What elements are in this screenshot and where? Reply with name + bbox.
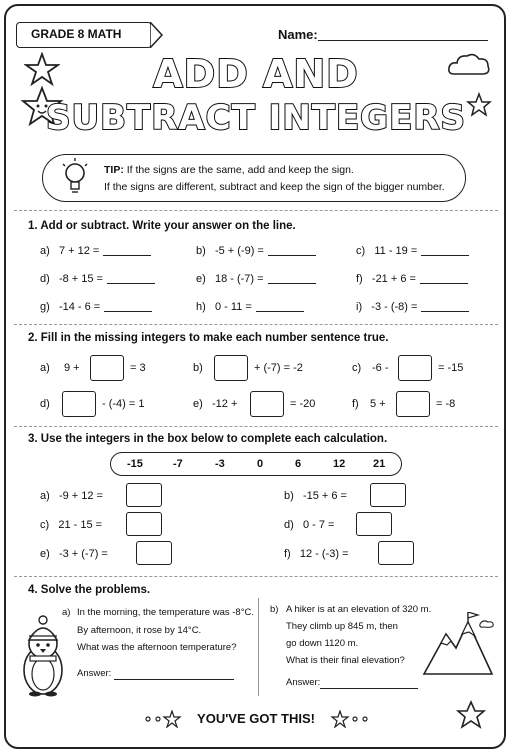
problem-1d — [40, 273, 155, 285]
problem-1g — [40, 301, 152, 313]
penguin-icon — [18, 614, 68, 698]
problem-2f-pre: 5 + — [370, 398, 386, 410]
problem-1c — [356, 245, 469, 257]
problem-2e-pre: -12 + — [212, 398, 238, 410]
section-4-heading: 4. Solve the problems. — [28, 584, 151, 596]
item-label: g) — [40, 301, 50, 313]
problem-2c-label: c) — [352, 362, 362, 374]
item-label: f) — [284, 548, 291, 560]
answer-line[interactable] — [268, 255, 316, 256]
problem-3d — [284, 519, 334, 531]
problem-2a-pre: 9 + — [64, 362, 80, 374]
problem-2e-post: = -20 — [290, 398, 316, 410]
section-divider — [14, 210, 498, 211]
item-label: f) — [356, 273, 363, 285]
item-label: d) — [40, 273, 50, 285]
tip-line-1 — [104, 164, 354, 176]
missing-number-box[interactable] — [398, 355, 432, 381]
answer-line[interactable] — [256, 311, 304, 312]
problem-1i — [356, 301, 469, 313]
item-expr: -14 - 6 = — [58, 301, 101, 313]
item-expr: -3 + (-7) = — [58, 548, 108, 560]
answer-box[interactable] — [356, 512, 392, 536]
tip-box — [42, 154, 466, 202]
problem-2d-label: d) — [40, 398, 50, 410]
item-expr: -5 + (-9) = — [214, 245, 264, 257]
problem-4a-line-2: By afternoon, it rose by 14°C. — [77, 625, 202, 636]
footer-message: YOU'VE GOT THIS! — [197, 711, 315, 726]
answer-box[interactable] — [136, 541, 172, 565]
section-divider — [14, 426, 498, 427]
problem-1e — [196, 273, 316, 285]
item-expr: 11 - 19 = — [374, 245, 418, 257]
problem-4b-line-4: What is their final elevation? — [286, 655, 405, 666]
problem-2b-label: b) — [193, 362, 203, 374]
missing-number-box[interactable] — [62, 391, 96, 417]
item-label: c) — [356, 245, 366, 257]
item-expr: 0 - 11 = — [214, 301, 252, 313]
tip-text-2: If the signs are different, subtract and keep the sign of the bigger number. — [104, 181, 445, 193]
item-expr: -8 + 15 = — [58, 273, 103, 285]
corner-star-icon — [456, 700, 486, 730]
title-line-1: ADD AND — [153, 52, 359, 96]
answer-line[interactable] — [420, 283, 468, 284]
problem-4b-line-1: A hiker is at an elevation of 320 m. — [286, 604, 432, 615]
answer-box[interactable] — [378, 541, 414, 565]
bank-number: -15 — [127, 458, 143, 470]
integer-bank — [110, 452, 402, 476]
bank-number: -3 — [215, 458, 225, 470]
item-label: h) — [196, 301, 206, 313]
item-label: i) — [356, 301, 363, 313]
problem-2b-post: + (-7) = -2 — [254, 362, 303, 374]
lightbulb-icon — [60, 156, 90, 200]
footer-right-decor — [330, 710, 370, 728]
problem-4a-answer-label: Answer: — [77, 668, 112, 679]
bank-number: 0 — [257, 458, 264, 470]
item-expr: 18 - (-7) = — [214, 273, 264, 285]
problem-3f — [284, 548, 349, 560]
item-expr: 0 - 7 = — [302, 519, 335, 531]
answer-box[interactable] — [126, 512, 162, 536]
problem-3c — [40, 519, 102, 531]
missing-number-box[interactable] — [214, 355, 248, 381]
answer-line[interactable] — [421, 311, 469, 312]
problem-1b — [196, 245, 316, 257]
section-2-heading: 2. Fill in the missing integers to make each number sentence true. — [28, 332, 389, 344]
problem-1a — [40, 245, 151, 257]
grade-label: GRADE 8 MATH — [16, 22, 152, 48]
name-label: Name: — [278, 27, 318, 42]
section-divider — [14, 576, 498, 577]
item-expr: -9 + 12 = — [58, 490, 103, 502]
problem-3b — [284, 490, 347, 502]
missing-number-box[interactable] — [90, 355, 124, 381]
item-label: e) — [40, 548, 50, 560]
answer-line[interactable] — [421, 255, 469, 256]
missing-number-box[interactable] — [396, 391, 430, 417]
problem-2f-label: f) — [352, 398, 359, 410]
item-label: a) — [40, 245, 50, 257]
problem-4b-line-3: go down 1120 m. — [286, 638, 359, 649]
missing-number-box[interactable] — [250, 391, 284, 417]
problem-2c-post: = -15 — [438, 362, 464, 374]
bank-number: 6 — [295, 458, 302, 470]
item-expr: -21 + 6 = — [371, 273, 416, 285]
problem-1h — [196, 301, 304, 313]
item-label: a) — [40, 490, 50, 502]
item-expr: 7 + 12 = — [58, 245, 100, 257]
item-expr: 12 - (-3) = — [299, 548, 349, 560]
item-expr: -15 + 6 = — [302, 490, 347, 502]
answer-line[interactable] — [107, 283, 155, 284]
mountain-with-flag-icon — [420, 612, 496, 676]
tag-arrow-shape — [150, 22, 164, 48]
answer-box[interactable] — [370, 483, 406, 507]
answer-line[interactable] — [114, 679, 234, 680]
problem-4b-label: b) — [270, 604, 279, 615]
answer-line[interactable] — [268, 283, 316, 284]
problem-3a — [40, 490, 103, 502]
item-label: c) — [40, 519, 50, 531]
item-label: b) — [284, 490, 294, 502]
item-label: d) — [284, 519, 294, 531]
item-expr: 21 - 15 = — [58, 519, 103, 531]
tip-label: TIP: — [104, 164, 124, 176]
problem-4b-line-2: They climb up 845 m, then — [286, 621, 398, 632]
answer-line[interactable] — [104, 311, 152, 312]
bank-number: 21 — [373, 458, 386, 470]
answer-line[interactable] — [103, 255, 151, 256]
problem-2d-post: - (-4) = 1 — [102, 398, 145, 410]
column-divider — [258, 598, 259, 696]
problem-3e — [40, 548, 108, 560]
section-1-heading: 1. Add or subtract. Write your answer on the line. — [28, 220, 296, 232]
item-expr: -3 - (-8) = — [371, 301, 418, 313]
problem-4a-label: a) — [62, 607, 71, 618]
problem-2f-post: = -8 — [436, 398, 456, 410]
problem-1f — [356, 273, 468, 285]
bank-number: 12 — [333, 458, 346, 470]
answer-line[interactable] — [320, 688, 418, 689]
item-label: e) — [196, 273, 206, 285]
answer-box[interactable] — [126, 483, 162, 507]
problem-4a-line-1: In the morning, the temperature was -8°C. — [77, 607, 254, 618]
problem-4b-answer-label: Answer: — [286, 677, 321, 688]
bank-number: -7 — [173, 458, 183, 470]
problem-2c-pre: -6 - — [372, 362, 389, 374]
section-divider — [14, 324, 498, 325]
problem-2e-label: e) — [193, 398, 203, 410]
tip-text-1: If the signs are the same, add and keep the sign. — [126, 164, 354, 176]
section-3-heading: 3. Use the integers in the box below to complete each calculation. — [28, 433, 388, 445]
problem-2a-post: = 3 — [130, 362, 146, 374]
problem-4a-line-3: What was the afternoon temperature? — [77, 642, 237, 653]
item-label: b) — [196, 245, 206, 257]
problem-2a-label: a) — [40, 362, 50, 374]
title-line-2: SUBTRACT INTEGERS — [45, 98, 466, 138]
name-field[interactable] — [318, 40, 488, 41]
